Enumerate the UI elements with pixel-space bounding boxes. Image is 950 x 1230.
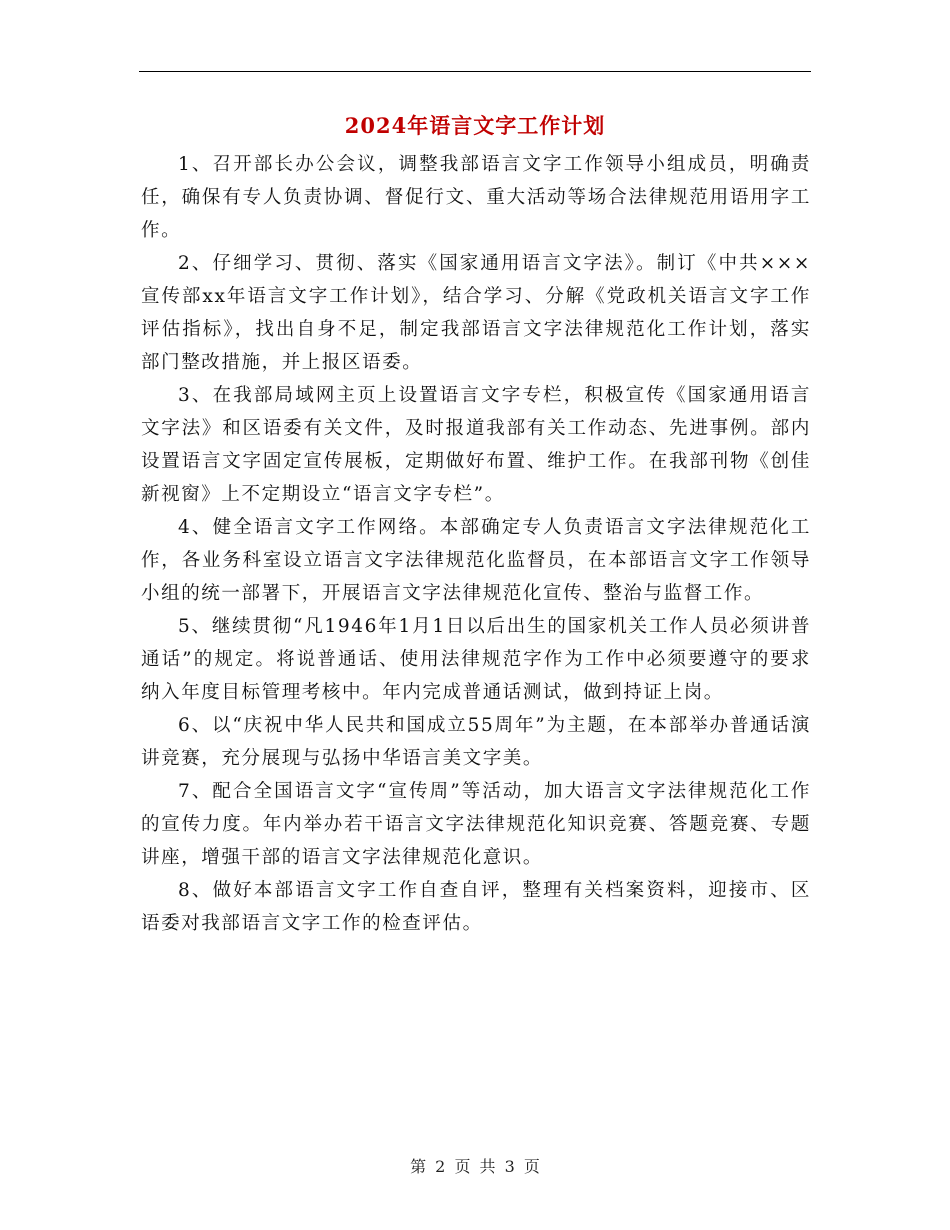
paragraph-5: 5、继续贯彻“凡1946年1月1日以后出生的国家机关工作人员必须讲普通话”的规定。将说普通话、使用法律规范字作为工作中必须要遵守的要求纳入年度目标管理考核中。年内完成普通话测试，做到持证上岗。 (141, 616, 811, 703)
page-number-footer: 第 2 页 共 3 页 (410, 1157, 540, 1176)
document-title: 2024年语言文字工作计划 (344, 113, 606, 138)
paragraph-2: 2、仔细学习、贯彻、落实《国家通用语言文字法》。制订《中共×××宣传部xx年语言文字工作计划》，结合学习、分解《党政机关语言文字工作评估指标》，找出自身不足，制定我部语言文字法律规范化工作计划，落实部门整改措施，并上报区语委。 (141, 253, 811, 373)
document-body (141, 148, 811, 940)
paragraph-7: 7、配合全国语言文字“宣传周”等活动，加大语言文字法律规范化工作的宣传力度。年内举办若干语言文字法律规范化知识竞赛、答题竞赛、专题讲座，增强干部的语言文字法律规范化意识。 (141, 781, 811, 868)
header-rule (139, 71, 811, 72)
paragraph-6: 6、以“庆祝中华人民共和国成立55周年”为主题，在本部举办普通话演讲竞赛，充分展现与弘扬中华语言美文字美。 (141, 715, 811, 769)
paragraph-8: 8、做好本部语言文字工作自查自评，整理有关档案资料，迎接市、区语委对我部语言文字工作的检查评估。 (141, 880, 811, 934)
paragraph-4: 4、健全语言文字工作网络。本部确定专人负责语言文字法律规范化工作，各业务科室设立语言文字法律规范化监督员，在本部语言文字工作领导小组的统一部署下，开展语言文字法律规范化宣传、整治与监督工作。 (141, 517, 811, 604)
paragraph-3: 3、在我部局域网主页上设置语言文字专栏，积极宣传《国家通用语言文字法》和区语委有关文件，及时报道我部有关工作动态、先进事例。部内设置语言文字固定宣传展板，定期做好布置、维护工作。在我部刊物《创佳新视窗》上不定期设立“语言文字专栏”。 (141, 385, 811, 505)
paragraph-1: 1、召开部长办公会议，调整我部语言文字工作领导小组成员，明确责任，确保有专人负责协调、督促行文、重大活动等场合法律规范用语用字工作。 (141, 154, 811, 241)
